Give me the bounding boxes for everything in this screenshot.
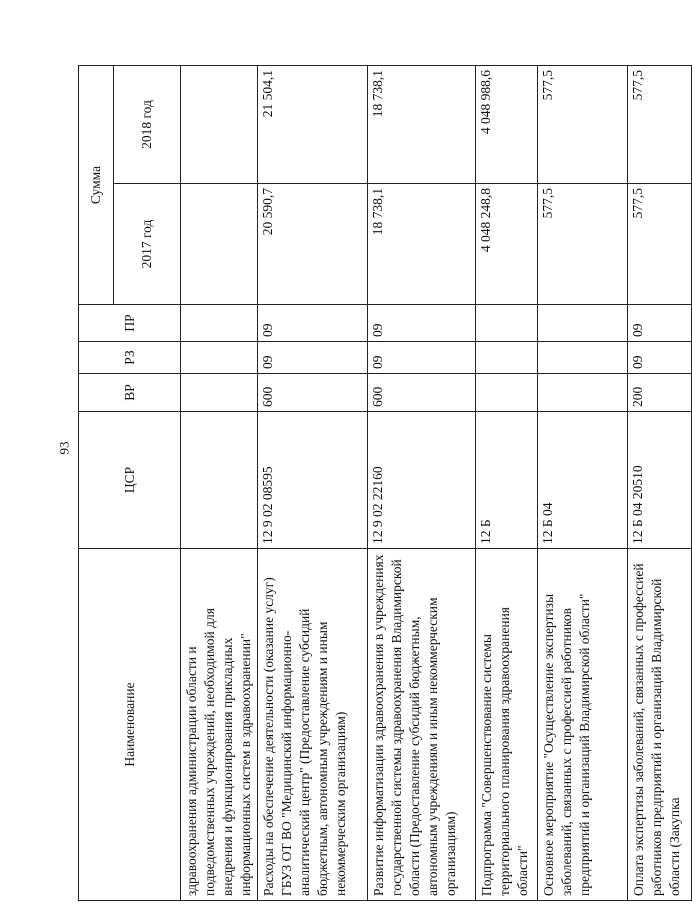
cell-csr (181, 412, 258, 549)
header-pr: ПР (79, 305, 181, 342)
cell-rz: 09 (628, 342, 692, 374)
cell-name: Основное мероприятие "Осуществление экспертизы заболеваний, связанных с профессией работников предприятий и организаций Владимирской области" (538, 549, 628, 901)
cell-2018 (181, 65, 258, 183)
cell-csr: 12 Б 04 (538, 412, 628, 549)
cell-pr (538, 305, 628, 342)
header-rz: РЗ (79, 342, 181, 374)
table-row (538, 65, 628, 900)
cell-pr (181, 305, 258, 342)
cell-vr: 600 (258, 374, 368, 412)
cell-csr: 12 Б (476, 412, 538, 549)
cell-vr (538, 374, 628, 412)
cell-2018: 18 738,1 (368, 65, 476, 183)
cell-2018: 4 048 988,6 (476, 65, 538, 183)
table-row (258, 65, 368, 900)
header-csr: ЦСР (79, 412, 181, 549)
cell-csr: 12 9 02 08595 (258, 412, 368, 549)
header-name: Наименование (79, 549, 181, 901)
cell-csr: 12 Б 04 20510 (628, 412, 692, 549)
cell-name: здравоохранения администрации области и подведомственных учреждений, необходимой для внедрения и функционирования прикладных информационных систем в здравоохранении" (181, 549, 258, 901)
header-vr: ВР (79, 374, 181, 412)
cell-2017 (181, 184, 258, 305)
cell-2018: 577,5 (538, 65, 628, 183)
table-row (476, 65, 538, 900)
cell-2017: 577,5 (538, 184, 628, 305)
cell-pr: 09 (368, 305, 476, 342)
cell-rz (181, 342, 258, 374)
table-row (368, 65, 476, 900)
cell-rz: 09 (258, 342, 368, 374)
cell-2017: 577,5 (628, 184, 692, 305)
header-year-2017: 2017 год (114, 184, 181, 305)
cell-2018: 577,5 (628, 65, 692, 183)
cell-vr: 200 (628, 374, 692, 412)
cell-pr (476, 305, 538, 342)
table-row (181, 65, 258, 900)
cell-rz (538, 342, 628, 374)
page-number: 93 (56, 441, 72, 455)
header-year-2018: 2018 год (114, 65, 181, 183)
cell-2017: 4 048 248,8 (476, 184, 538, 305)
cell-pr: 09 (628, 305, 692, 342)
cell-name: Расходы на обеспечение деятельности (оказание услуг) ГБУЗ ОТ ВО "Медицинский информационно-аналитический центр" (Предоставление субсидий бюджетным, автономным учреждениям и иным некоммерческим организациям) (258, 549, 368, 901)
cell-csr: 12 9 02 22160 (368, 412, 476, 549)
cell-rz: 09 (368, 342, 476, 374)
budget-table (78, 65, 692, 901)
cell-name: Оплата экспертизы заболеваний, связанных с профессией работников предприятий и организаций Владимирской области (Закупка (628, 549, 692, 901)
cell-name: Подпрограмма "Совершенствование системы территориального планирования здравоохранения области" (476, 549, 538, 901)
cell-vr (476, 374, 538, 412)
cell-rz (476, 342, 538, 374)
cell-pr: 09 (258, 305, 368, 342)
cell-vr: 600 (368, 374, 476, 412)
cell-2017: 20 590,7 (258, 184, 368, 305)
budget-table-sheet (78, 66, 682, 901)
cell-2018: 21 504,1 (258, 65, 368, 183)
cell-2017: 18 738,1 (368, 184, 476, 305)
table-row (628, 65, 692, 900)
cell-name: Развитие информатизации здравоохранения в учреждениях государственной системы здравоохранения Владимирской области (Предоставление субсидий бюджетным, автономным учреждениям и иным некоммерческим организациям) (368, 549, 476, 901)
header-sum: Сумма (79, 65, 114, 304)
cell-vr (181, 374, 258, 412)
